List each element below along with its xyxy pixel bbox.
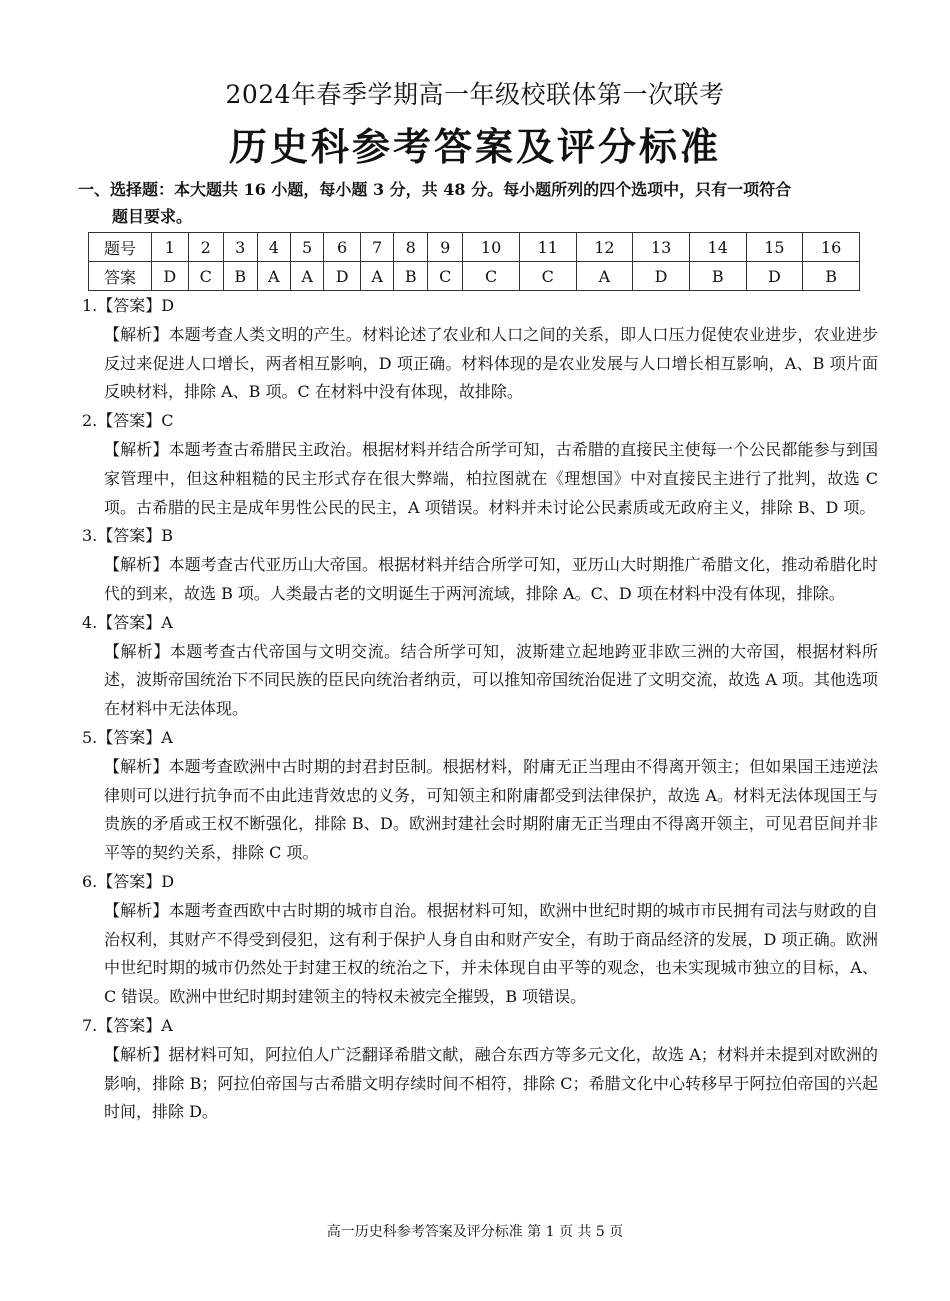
explanation-text: 【解析】本题考查古希腊民主政治。根据材料并结合所学可知，古希腊的直接民主使每一个公民都能参与到国家管理中，但这种粗糙的民主形式存在很大弊端，柏拉图就在《理想国》中对直接民主进行了批判，故选 C 项。古希腊的民主是成年男性公民的民主，A 项错误。材料并未讨论公民素质或无政府主义，排除 B、D 项。 (104, 439, 878, 517)
answer-cell: A (360, 262, 393, 291)
question-block (78, 868, 878, 1012)
question-number: 13 (633, 233, 690, 262)
question-number: 12 (576, 233, 633, 262)
section-heading (78, 176, 878, 230)
explanation-text: 【解析】本题考查欧洲中古时期的封君封臣制。根据材料，附庸无正当理由不得离开领主；但如果国王违逆法律则可以进行抗争而不由此违背效忠的义务，可知领主和附庸都受到法律保护，故选 A。材料无法体现国王与贵族的矛盾或王权不断强化，排除 B、D。欧洲封建社会时期附庸无正当理由不得离开领主，可见君臣间并非平等的契约关系，排除 C 项。 (104, 756, 878, 863)
section-heading-line2: 题目要求。 (112, 207, 193, 226)
page-footer: 高一历史科参考答案及评分标准 第 1 页 共 5 页 (326, 1224, 624, 1240)
question-number: 1 (152, 233, 189, 262)
answer-cell: C (519, 262, 576, 291)
question-number: 2 (188, 233, 223, 262)
question-block (78, 724, 878, 868)
answer-line: 6.【答案】D (82, 871, 175, 891)
question-block (78, 292, 878, 407)
question-number: 6 (324, 233, 361, 262)
question-block (78, 522, 878, 608)
question-number: 16 (803, 233, 860, 262)
question-number: 15 (746, 233, 803, 262)
explanation-text: 【解析】本题考查古代亚历山大帝国。根据材料并结合所学可知，亚历山大时期推广希腊文化，推动希腊化时代的到来，故选 B 项。人类最古老的文明诞生于两河流域，排除 A。C、D 项在材料中没有体现，排除。 (104, 555, 878, 603)
question-number: 4 (257, 233, 290, 262)
question-block (78, 407, 878, 522)
question-block (78, 1012, 878, 1127)
row-label-number: 题号 (89, 233, 152, 262)
answer-cell: A (257, 262, 290, 291)
section-heading-line1: 一、选择题：本大题共 16 小题，每小题 3 分，共 48 分。每小题所列的四个选项中，只有一项符合 (78, 180, 792, 199)
answer-cell: B (803, 262, 860, 291)
answer-line: 2.【答案】C (82, 411, 174, 431)
question-number: 3 (223, 233, 257, 262)
answer-line: 4.【答案】A (82, 612, 173, 632)
row-label-answer: 答案 (89, 262, 152, 291)
answer-line: 3.【答案】B (82, 526, 174, 546)
answer-cell: B (223, 262, 257, 291)
question-number-row (89, 233, 860, 262)
explanation-text: 【解析】本题考查古代帝国与文明交流。结合所学可知，波斯建立起地跨亚非欧三洲的大帝国，根据材料所述，波斯帝国统治下不同民族的臣民向统治者纳贡，可以推知帝国统治促进了文明交流，故选 A 项。其他选项在材料中无法体现。 (104, 641, 878, 719)
question-number: 9 (428, 233, 463, 262)
document-title: 历史科参考答案及评分标准 (228, 124, 721, 169)
answer-row (89, 262, 860, 291)
explanation-text: 【解析】本题考查西欧中古时期的城市自治。根据材料可知，欧洲中世纪时期的城市市民拥有司法与财政的自治权利，其财产不得受到侵犯，这有利于保护人身自由和财产安全，有助于商品经济的发展，D 项正确。欧洲中世纪时期的城市仍然处于封建王权的统治之下，并未体现自由平等的观念，也未实现城市独立的目标，A、C 错误。欧洲中世纪时期封建领主的特权未被完全摧毁，B 项错误。 (104, 900, 878, 1007)
answer-cell: C (428, 262, 463, 291)
answer-cell: D (746, 262, 803, 291)
question-number: 11 (519, 233, 576, 262)
question-block (78, 609, 878, 724)
question-number: 10 (463, 233, 520, 262)
answer-cell: C (463, 262, 520, 291)
question-number: 7 (360, 233, 393, 262)
answer-cell: B (394, 262, 428, 291)
answer-cell: D (324, 262, 361, 291)
explanation-text: 【解析】本题考查人类文明的产生。材料论述了农业和人口之间的关系，即人口压力促使农业进步，农业进步反过来促进人口增长，两者相互影响，D 项正确。材料体现的是农业发展与人口增长相互影响，A、B 项片面反映材料，排除 A、B 项。C 在材料中没有体现，故排除。 (104, 324, 878, 402)
answer-line: 1.【答案】D (82, 296, 175, 315)
answer-cell: A (576, 262, 633, 291)
answer-cell: B (689, 262, 746, 291)
question-number: 14 (689, 233, 746, 262)
answer-line: 5.【答案】A (82, 727, 173, 747)
explanations (78, 292, 878, 1127)
question-number: 5 (290, 233, 323, 262)
answer-line: 7.【答案】A (82, 1015, 173, 1035)
answer-cell: A (290, 262, 323, 291)
explanation-text: 【解析】据材料可知，阿拉伯人广泛翻译希腊文献，融合东西方等多元文化，故选 A；材料并未提到对欧洲的影响，排除 B；阿拉伯帝国与古希腊文明存续时间不相符，排除 C；希腊文化中心转移早于阿拉伯帝国的兴起时间，排除 D。 (104, 1044, 878, 1122)
answer-cell: C (188, 262, 223, 291)
answer-cell: D (152, 262, 189, 291)
exam-title: 2024年春季学期高一年级校联体第一次联考 (225, 80, 725, 109)
answer-table (88, 232, 860, 291)
question-number: 8 (394, 233, 428, 262)
answer-cell: D (633, 262, 690, 291)
